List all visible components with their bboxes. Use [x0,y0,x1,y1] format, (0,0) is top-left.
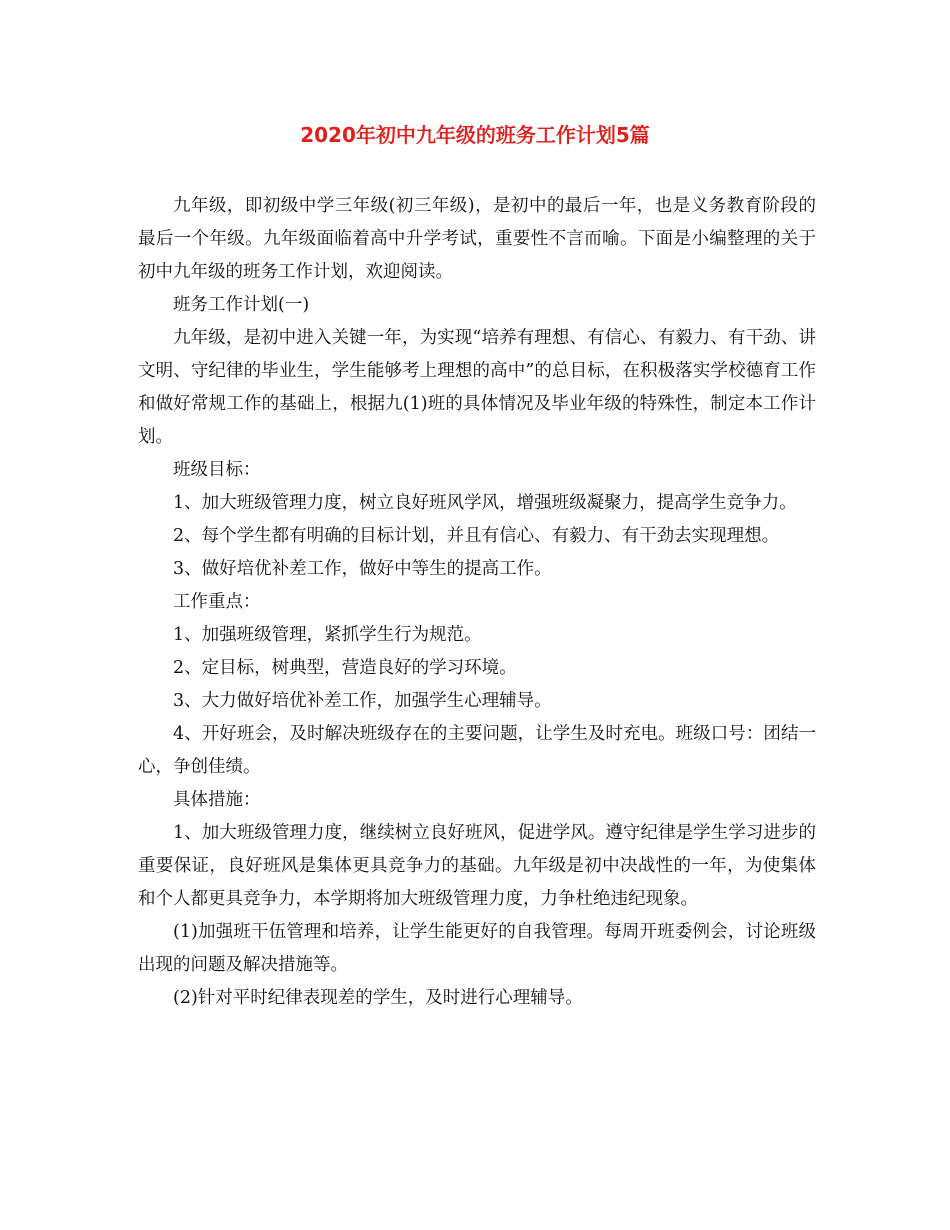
list-item-focus-1: 1、加强班级管理，紧抓学生行为规范。 [173,625,482,645]
list-item-goal-2: 2、每个学生都有明确的目标计划，并且有信心、有毅力、有干劲去实现理想。 [173,526,780,546]
document-body [138,190,816,1015]
paragraph-intro: 九年级，即初级中学三年级(初三年级)，是初中的最后一年，也是义务教育阶段的最后一个年级。九年级面临着高中升学考试，重要性不言而喻。下面是小编整理的关于初中九年级的班务工作计划，欢迎阅读。 [138,196,816,282]
list-item-focus-4: 4、开好班会，及时解决班级存在的主要问题，让学生及时充电。班级口号：团结一心，争创佳绩。 [138,724,816,777]
section-heading-measures: 具体措施： [173,790,261,810]
list-item-focus-3: 3、大力做好培优补差工作，加强学生心理辅导。 [173,691,552,711]
section-heading-work-focus: 工作重点： [173,592,261,612]
list-item-goal-3: 3、做好培优补差工作，做好中等生的提高工作。 [173,559,552,579]
paragraph-overview: 九年级，是初中进入关键一年，为实现“培养有理想、有信心、有毅力、有干劲、讲文明、守纪律的毕业生，学生能够考上理想的高中”的总目标，在积极落实学校德育工作和做好常规工作的基础上，根据九(1)班的具体情况及毕业年级的特殊性，制定本工作计划。 [138,328,816,447]
sub-item-measure-1-1: (1)加强班干伍管理和培养，让学生能更好的自我管理。每周开班委例会，讨论班级出现的问题及解决措施等。 [138,922,816,975]
section-heading-class-goals: 班级目标： [173,460,261,480]
list-item-measure-1: 1、加大班级管理力度，继续树立良好班风，促进学风。遵守纪律是学生学习进步的重要保证，良好班风是集体更具竞争力的基础。九年级是初中决战性的一年，为使集体和个人都更具竞争力，本学期将加大班级管理力度，力争杜绝违纪现象。 [138,823,816,909]
list-item-goal-1: 1、加大班级管理力度，树立良好班风学风，增强班级凝聚力，提高学生竞争力。 [173,493,797,513]
sub-item-measure-1-2: (2)针对平时纪律表现差的学生，及时进行心理辅导。 [173,988,583,1008]
document-title: 2020年初中九年级的班务工作计划5篇 [300,123,650,147]
list-item-focus-2: 2、定目标，树典型，营造良好的学习环境。 [173,658,517,678]
section-heading-plan-1: 班务工作计划(一) [173,295,310,315]
